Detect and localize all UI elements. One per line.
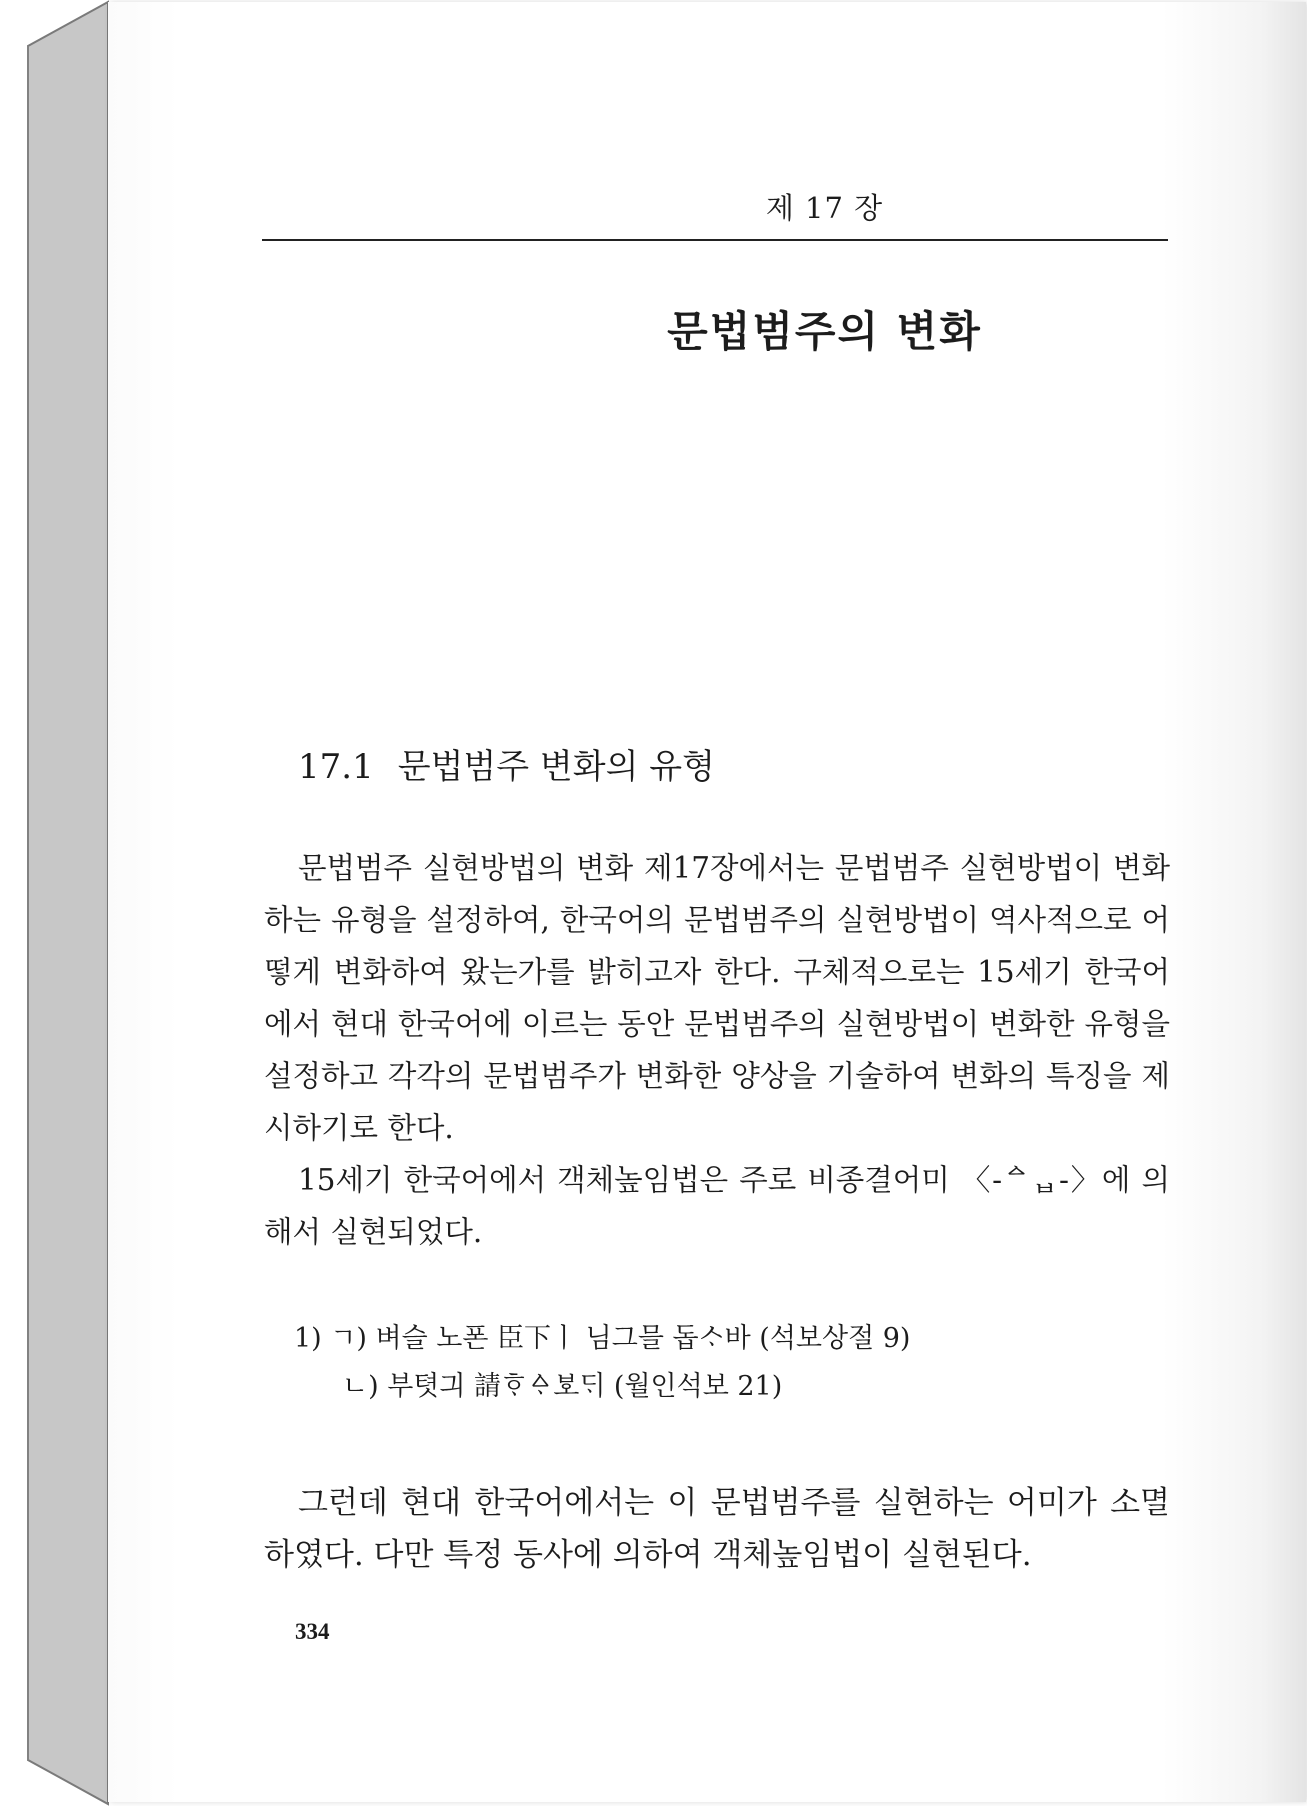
section-heading [298,739,715,788]
paragraph-object-honorific: 15세기 한국어에서 객체높임법은 주로 비종결어미 〈-ᅀᆸ-〉에 의해서 실현되었다. [264,1163,1170,1249]
paragraph-closing: 그런데 현대 한국어에서는 이 문법범주를 실현하는 어미가 소멸하였다. 다만 특정 동사에 의하여 객체높임법이 실현된다. [264,1485,1170,1573]
paragraph-intro: 문법범주 실현방법의 변화 제17장에서는 문법범주 실현방법이 변화하는 유형을 설정하여, 한국어의 문법범주의 실현방법이 역사적으로 어떻게 변화하여 왔는가를 밝히고자 한다. 구체적으로는 15세기 한국어에서 현대 한국어에 이르는 동안 문법범주의 실현방법이 변화한 유형을 설정하고 각각의 문법범주가 변화한 양상을 기술하여 변화의 특징을 제시하기로 한다. [264,851,1170,1145]
page-number: 334 [295,1619,330,1644]
section-number: 17.1 [298,747,374,787]
example-line-1: 1) ㄱ) 벼슬 노폰 臣下ㅣ 님그믈 돕ᄉᆞ바 (석보상절 9) [294,1323,911,1354]
book-page [108,2,1306,1802]
section-title: 문법범주 변화의 유형 [397,747,715,787]
chapter-divider [262,239,1168,241]
chapter-title: 문법범주의 변화 [667,307,982,356]
closing-paragraph-block [264,1477,1170,1581]
body-paragraphs [264,842,1170,1258]
example-line-2: ㄴ) 부텻긔 請ᄒᆞᅀᆞᄫᅩᄃᆡ (월인석보 21) [342,1371,783,1402]
chapter-label: 제 17 장 [765,191,884,225]
example-list [294,1315,910,1411]
